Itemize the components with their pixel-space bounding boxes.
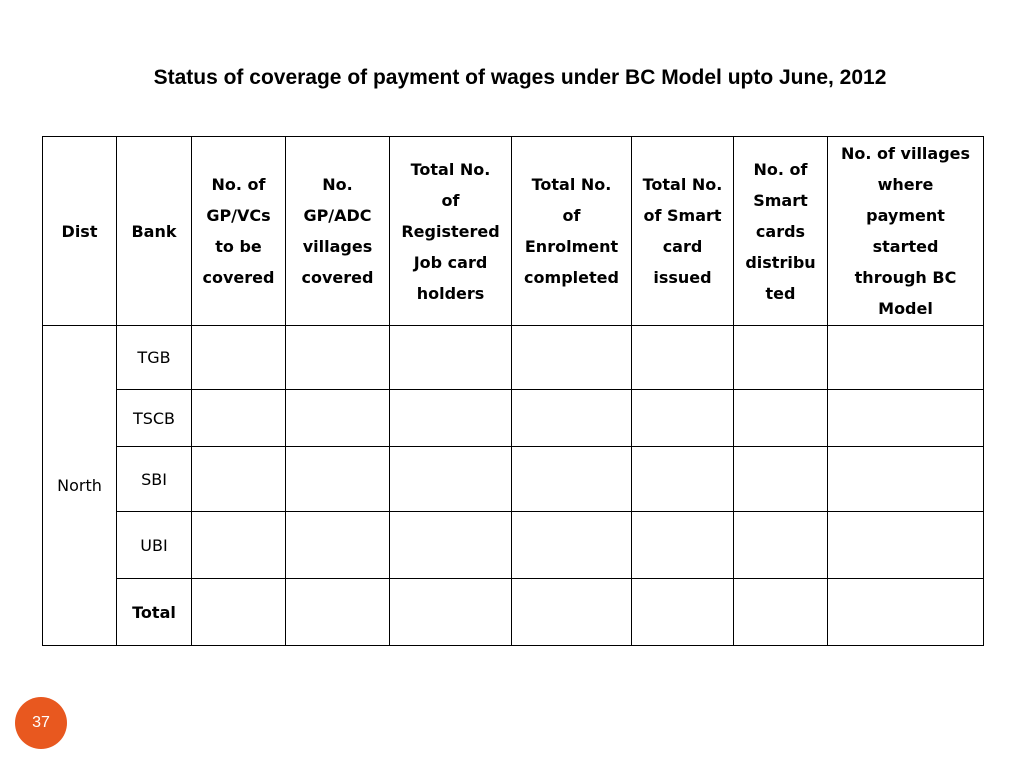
header-cell: Total No. of Registered Job card holders bbox=[390, 137, 512, 326]
bank-cell: TGB bbox=[117, 326, 192, 390]
table-row bbox=[43, 447, 984, 512]
coverage-table bbox=[42, 136, 984, 646]
data-cell bbox=[192, 390, 286, 447]
table-row bbox=[43, 326, 984, 390]
data-cell bbox=[734, 390, 828, 447]
data-cell bbox=[632, 447, 734, 512]
data-cell bbox=[390, 447, 512, 512]
header-cell: Total No. of Smart card issued bbox=[632, 137, 734, 326]
header-row bbox=[43, 137, 984, 326]
header-cell: No. of Smart cards distribu ted bbox=[734, 137, 828, 326]
data-cell bbox=[390, 579, 512, 646]
header-cell: No. of villages where payment started through BC Model bbox=[828, 137, 984, 326]
data-cell bbox=[390, 326, 512, 390]
bank-cell: TSCB bbox=[117, 390, 192, 447]
data-cell bbox=[734, 579, 828, 646]
bank-cell: SBI bbox=[117, 447, 192, 512]
data-cell bbox=[286, 512, 390, 579]
data-cell bbox=[286, 326, 390, 390]
data-cell bbox=[734, 326, 828, 390]
data-cell bbox=[828, 390, 984, 447]
header-cell: Bank bbox=[117, 137, 192, 326]
data-cell bbox=[512, 579, 632, 646]
data-cell bbox=[512, 390, 632, 447]
data-cell bbox=[632, 579, 734, 646]
data-cell bbox=[390, 390, 512, 447]
table-row bbox=[43, 512, 984, 579]
data-cell bbox=[192, 512, 286, 579]
data-cell bbox=[286, 447, 390, 512]
data-cell bbox=[828, 326, 984, 390]
bank-cell-total: Total bbox=[117, 579, 192, 646]
data-cell bbox=[192, 326, 286, 390]
slide-title: Status of coverage of payment of wages under BC Model upto June, 2012 bbox=[153, 66, 887, 89]
data-cell bbox=[828, 579, 984, 646]
table-row-total bbox=[43, 579, 984, 646]
data-cell bbox=[286, 390, 390, 447]
data-cell bbox=[192, 579, 286, 646]
data-cell bbox=[734, 447, 828, 512]
data-cell bbox=[632, 390, 734, 447]
page-number-badge: 37 bbox=[15, 697, 67, 749]
header-cell: No. of GP/VCs to be covered bbox=[192, 137, 286, 326]
district-cell: North bbox=[43, 326, 117, 646]
header-cell: Total No. of Enrolment completed bbox=[512, 137, 632, 326]
data-cell bbox=[828, 512, 984, 579]
data-cell bbox=[632, 512, 734, 579]
data-cell bbox=[286, 579, 390, 646]
data-cell bbox=[512, 512, 632, 579]
data-cell bbox=[828, 447, 984, 512]
header-cell: Dist bbox=[43, 137, 117, 326]
bank-cell: UBI bbox=[117, 512, 192, 579]
data-cell bbox=[512, 447, 632, 512]
table-row bbox=[43, 390, 984, 447]
data-cell bbox=[390, 512, 512, 579]
data-cell bbox=[192, 447, 286, 512]
data-cell bbox=[512, 326, 632, 390]
header-cell: No. GP/ADC villages covered bbox=[286, 137, 390, 326]
data-cell bbox=[632, 326, 734, 390]
data-cell bbox=[734, 512, 828, 579]
